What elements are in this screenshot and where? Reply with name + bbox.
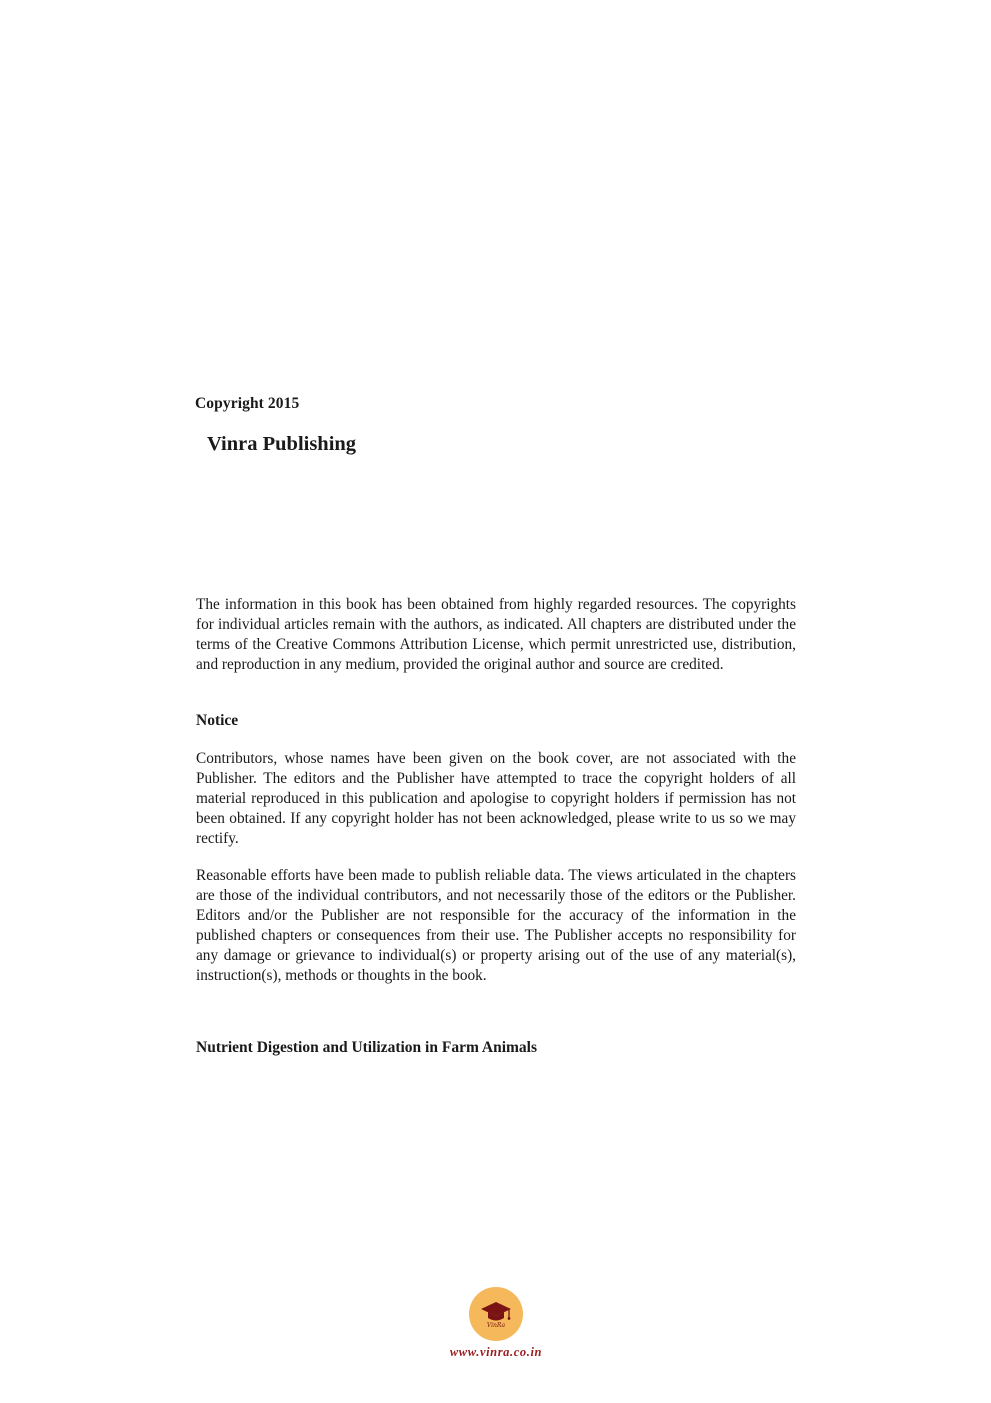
intro-paragraph bbox=[196, 595, 796, 675]
publisher-name: Vinra Publishing bbox=[207, 433, 357, 455]
publisher-logo bbox=[469, 1287, 523, 1341]
book-title: Nutrient Digestion and Utilization in Farm Animals bbox=[196, 1039, 538, 1056]
intro-text: The information in this book has been obtained from highly regarded resources. The copyrights for individual articles remain with the authors, as indicated. All chapters are distributed under the terms of the Creative Commons Attribution License, which permit unrestricted use, distribution, and reproduction in any medium, provided the original author and source are credited. bbox=[196, 596, 796, 673]
copyright-line: Copyright 2015 bbox=[195, 395, 300, 412]
notice-heading: Notice bbox=[196, 712, 239, 729]
notice-text-2: Reasonable efforts have been made to publish reliable data. The views articulated in the chapters are those of the individual contributors, and not necessarily those of the editors or the Publisher. Editors and/or the Publisher are not responsible for the accuracy of the information in the published chapters or consequences from their use. The Publisher accepts no responsibility for any damage or grievance to individual(s) or property arising out of the use of any material(s), instruction(s), methods or thoughts in the book. bbox=[196, 867, 796, 984]
website-link[interactable]: www.vinra.co.in bbox=[449, 1345, 543, 1359]
notice-paragraph-1 bbox=[196, 749, 796, 849]
notice-paragraph-2 bbox=[196, 866, 796, 986]
notice-text-1: Contributors, whose names have been given on the book cover, are not associated with the Publisher. The editors and the Publisher have attempted to trace the copyright holders of all material reproduced in this publication and apologise to copyright holders if permission has not been obtained. If any copyright holder has not been acknowledged, please write to us so we may rectify. bbox=[196, 750, 796, 847]
logo-text: VinRa bbox=[486, 1322, 506, 1329]
